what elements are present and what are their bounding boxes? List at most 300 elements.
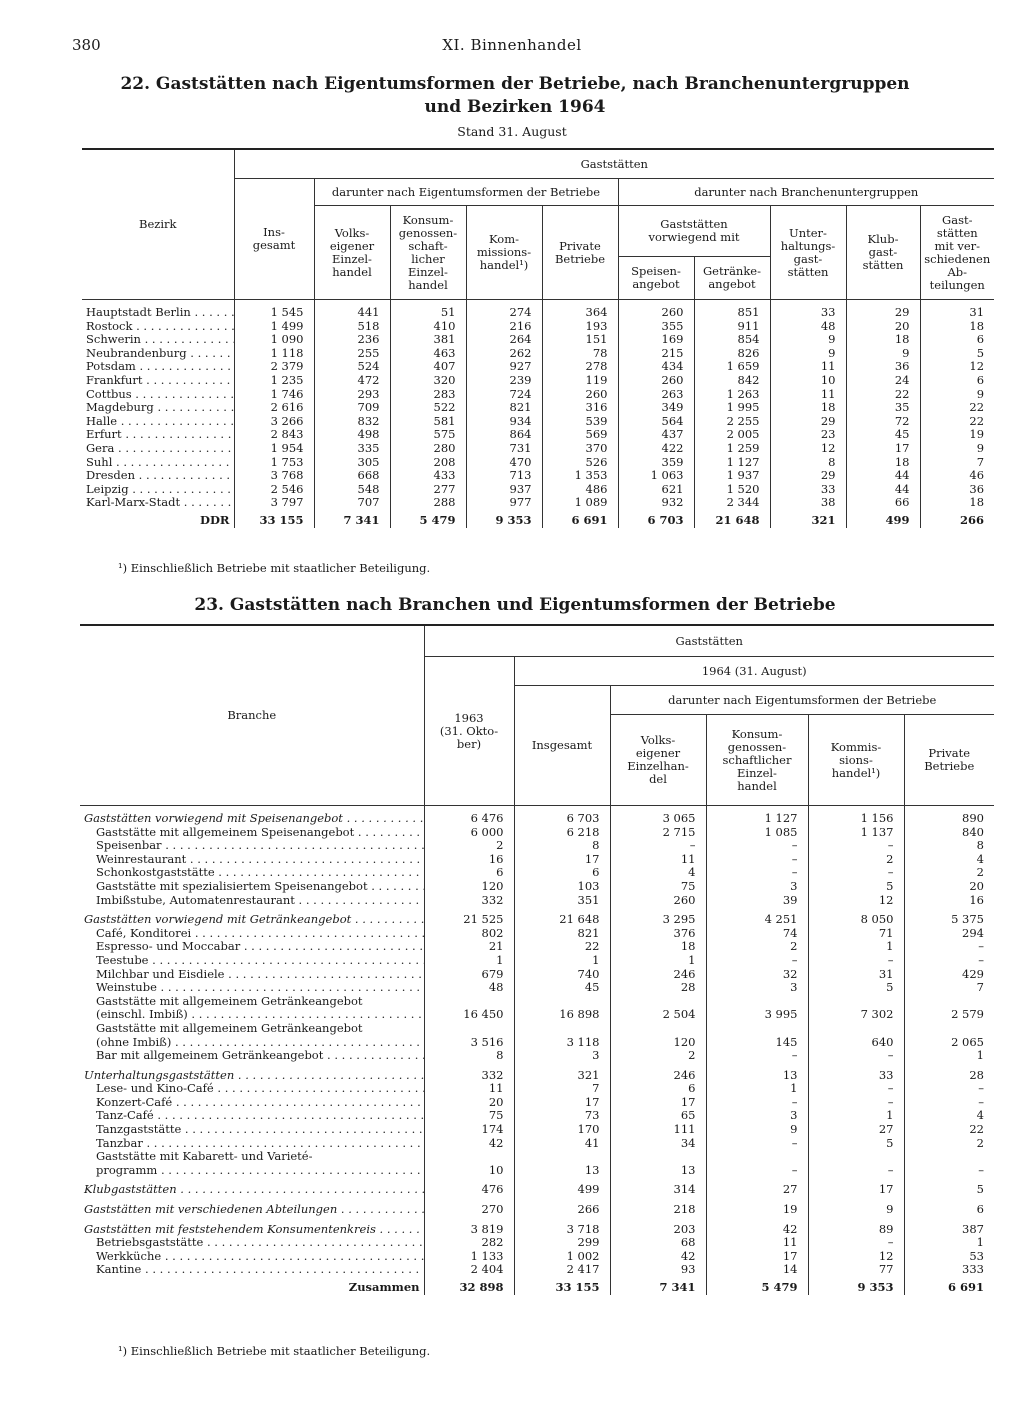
table-cell: 266 <box>920 510 994 528</box>
col-branche: Branche <box>80 625 424 806</box>
table-row <box>80 1096 994 1110</box>
table-cell: 8 <box>770 456 846 470</box>
table-cell: – <box>808 1236 904 1250</box>
table-cell: 21 648 <box>514 907 610 927</box>
table-cell: 12 <box>770 442 846 456</box>
table-cell: 621 <box>618 483 694 497</box>
table-cell: 66 <box>846 496 920 510</box>
table-cell: 6 <box>610 1082 706 1096</box>
table-cell: 1 937 <box>694 469 770 483</box>
table-cell: 1 118 <box>234 347 314 361</box>
table-cell: 18 <box>770 401 846 415</box>
table-cell: 260 <box>542 388 618 402</box>
table-cell: 472 <box>314 374 390 388</box>
table-cell: 470 <box>466 456 542 470</box>
table-cell: 9 353 <box>808 1277 904 1295</box>
col-verschiedene-abteilungen: Gast- stätten mit ver- schiedenen Ab- teilungen <box>920 206 994 300</box>
table-cell: 4 <box>610 866 706 880</box>
table-cell-empty <box>610 1022 706 1036</box>
table-cell: 434 <box>618 360 694 374</box>
table-cell: 18 <box>920 496 994 510</box>
table-row <box>80 1049 994 1063</box>
table-cell: 370 <box>542 442 618 456</box>
branche-name-cont: (ohne Imbiß) . . . <box>80 1036 424 1050</box>
bezirk-name: Dresden . . . <box>82 469 234 483</box>
table-row <box>80 981 994 995</box>
table-cell: 9 <box>920 442 994 456</box>
table-cell: 7 <box>920 456 994 470</box>
table-cell: 35 <box>846 401 920 415</box>
table-cell: 93 <box>610 1263 706 1277</box>
table-cell: 246 <box>610 968 706 982</box>
table-cell: 359 <box>618 456 694 470</box>
table-cell-empty <box>904 995 994 1009</box>
table-cell: 33 155 <box>514 1277 610 1295</box>
table-row <box>80 894 994 908</box>
table-cell-empty <box>904 1150 994 1164</box>
col-volkseigener-23: Volks- eigener Einzelhan- del <box>610 715 706 806</box>
table-cell: 6 691 <box>542 510 618 528</box>
table-cell: 1 127 <box>694 456 770 470</box>
table-cell: 19 <box>706 1197 808 1217</box>
table-cell: 77 <box>808 1263 904 1277</box>
table-cell-empty <box>424 1150 514 1164</box>
table-cell: 75 <box>610 880 706 894</box>
table-cell: 16 898 <box>514 1008 610 1022</box>
table-cell: 8 <box>514 839 610 853</box>
table-cell: – <box>808 1049 904 1063</box>
table-row <box>80 907 994 927</box>
branche-name: Schonkostgaststätte . . . <box>80 866 424 880</box>
table-cell: 927 <box>466 360 542 374</box>
col-vorwiegend-mit: Gaststätten vorwiegend mit <box>618 206 770 257</box>
table-row <box>82 442 994 456</box>
branche-name: Bar mit allgemeinem Getränkeangebot . . . <box>80 1049 424 1063</box>
table-cell: – <box>706 1049 808 1063</box>
table-cell: 333 <box>904 1263 994 1277</box>
table-cell: 9 <box>846 347 920 361</box>
table-cell: 22 <box>846 388 920 402</box>
table-cell: 42 <box>706 1217 808 1237</box>
table-cell: 120 <box>424 880 514 894</box>
table-row-total <box>82 510 994 528</box>
table-row <box>80 839 994 853</box>
table-cell: 1 995 <box>694 401 770 415</box>
table-cell: 12 <box>808 894 904 908</box>
table-cell: 16 450 <box>424 1008 514 1022</box>
table-cell: 299 <box>514 1236 610 1250</box>
table-cell: 45 <box>514 981 610 995</box>
table-cell: 278 <box>542 360 618 374</box>
table-cell: 2 <box>424 839 514 853</box>
table-cell: 45 <box>846 428 920 442</box>
table-cell: 2 379 <box>234 360 314 374</box>
table-cell: 499 <box>514 1177 610 1197</box>
table-cell: 274 <box>466 300 542 320</box>
table-cell: 6 <box>514 866 610 880</box>
table-cell: 1 133 <box>424 1250 514 1264</box>
bezirk-name: Magdeburg . . . <box>82 401 234 415</box>
table-row <box>80 826 994 840</box>
table-cell: 18 <box>610 940 706 954</box>
table-row <box>80 866 994 880</box>
table-cell: 2 715 <box>610 826 706 840</box>
table-cell: 3 768 <box>234 469 314 483</box>
table-cell: 410 <box>390 320 466 334</box>
table-cell: 266 <box>514 1197 610 1217</box>
table-cell: 713 <box>466 469 542 483</box>
table-row <box>80 1063 994 1083</box>
table-cell: 74 <box>706 927 808 941</box>
table-cell: 17 <box>808 1177 904 1197</box>
table-cell: 335 <box>314 442 390 456</box>
table-cell: – <box>706 1164 808 1178</box>
table-cell: 7 341 <box>610 1277 706 1295</box>
table-cell: 5 <box>808 880 904 894</box>
table-cell: 3 995 <box>706 1008 808 1022</box>
table-cell: 376 <box>610 927 706 941</box>
table-cell: 174 <box>424 1123 514 1137</box>
table-cell: 39 <box>706 894 808 908</box>
table-cell: 119 <box>542 374 618 388</box>
table-cell: 1 <box>514 954 610 968</box>
table-cell: 2 <box>904 866 994 880</box>
table-cell: 332 <box>424 894 514 908</box>
col-bezirk: Bezirk <box>82 149 234 300</box>
table-row <box>82 415 994 429</box>
table-cell: 89 <box>808 1217 904 1237</box>
table-cell: 2 616 <box>234 401 314 415</box>
table-cell: 22 <box>920 415 994 429</box>
table-cell-empty <box>808 995 904 1009</box>
table-cell: 932 <box>618 496 694 510</box>
table-cell: 22 <box>904 1123 994 1137</box>
table-cell: 203 <box>610 1217 706 1237</box>
table-cell: 349 <box>618 401 694 415</box>
table-cell: 441 <box>314 300 390 320</box>
col-speisenangebot: Speisen- angebot <box>618 257 694 300</box>
table-cell: 1 499 <box>234 320 314 334</box>
table-cell: 1 <box>424 954 514 968</box>
table-cell: 1 659 <box>694 360 770 374</box>
table-row <box>80 927 994 941</box>
table-cell: – <box>808 839 904 853</box>
table-row <box>80 940 994 954</box>
table-cell: – <box>706 954 808 968</box>
table-row <box>80 1036 994 1050</box>
table-row <box>82 333 994 347</box>
table-cell: – <box>706 866 808 880</box>
table-row <box>80 1197 994 1217</box>
table-cell: – <box>808 1164 904 1178</box>
table-cell: 1 089 <box>542 496 618 510</box>
table-row <box>80 954 994 968</box>
table-cell: 24 <box>846 374 920 388</box>
table-cell: 2 843 <box>234 428 314 442</box>
table-cell: 145 <box>706 1036 808 1050</box>
table-cell: 1 <box>904 1049 994 1063</box>
branche-name: Tanzgaststätte . . . <box>80 1123 424 1137</box>
table-cell: 262 <box>466 347 542 361</box>
table-cell: 208 <box>390 456 466 470</box>
table-row <box>80 1150 994 1164</box>
table-row <box>80 1236 994 1250</box>
table-cell: 13 <box>610 1164 706 1178</box>
table-row <box>80 1022 994 1036</box>
table-cell: 5 <box>904 1177 994 1197</box>
table-cell: 518 <box>314 320 390 334</box>
table-cell: 22 <box>514 940 610 954</box>
table-cell: 2 <box>610 1049 706 1063</box>
table-cell: 28 <box>610 981 706 995</box>
table-cell: 1 063 <box>618 469 694 483</box>
table-cell-empty <box>610 995 706 1009</box>
table-cell: 6 703 <box>618 510 694 528</box>
branche-name: Lese- und Kino-Café . . . <box>80 1082 424 1096</box>
table-row <box>82 320 994 334</box>
table-cell: 3 266 <box>234 415 314 429</box>
bezirk-name: Halle . . . <box>82 415 234 429</box>
table-cell: 12 <box>920 360 994 374</box>
table-cell: 802 <box>424 927 514 941</box>
table-cell: 33 <box>770 300 846 320</box>
table-cell: 65 <box>610 1109 706 1123</box>
table-cell: 17 <box>706 1250 808 1264</box>
col-konsum: Konsum- genossen- schaft- licher Einzel- handel <box>390 206 466 300</box>
table-cell: 832 <box>314 415 390 429</box>
table-cell: 364 <box>542 300 618 320</box>
table-cell-empty <box>610 1150 706 1164</box>
table-cell: 548 <box>314 483 390 497</box>
table-cell: 320 <box>390 374 466 388</box>
table-cell: 498 <box>314 428 390 442</box>
table-cell: 851 <box>694 300 770 320</box>
table-cell: 9 <box>920 388 994 402</box>
table-cell: 215 <box>618 347 694 361</box>
table-cell: 31 <box>920 300 994 320</box>
branche-name: Gaststätte mit allgemeinem Getränkeangebot <box>96 994 363 1008</box>
branche-group: Gaststätten vorwiegend mit Speisenangebot . . . <box>80 806 424 826</box>
col-konsum-23: Konsum- genossen- schaftlicher Einzel- handel <box>706 715 808 806</box>
table-cell: 1 <box>610 954 706 968</box>
branche-group: Gaststätten mit verschiedenen Abteilungen . . . <box>80 1197 424 1217</box>
table-cell: 305 <box>314 456 390 470</box>
table-cell: 321 <box>770 510 846 528</box>
table-cell: 524 <box>314 360 390 374</box>
table-cell: 5 479 <box>390 510 466 528</box>
table-cell: 6 691 <box>904 1277 994 1295</box>
table-cell: 19 <box>920 428 994 442</box>
bezirk-name: Gera . . . <box>82 442 234 456</box>
table-cell: 6 <box>920 333 994 347</box>
table-cell: 18 <box>846 333 920 347</box>
table-row <box>82 388 994 402</box>
table-cell: 277 <box>390 483 466 497</box>
table-row <box>80 1217 994 1237</box>
bezirk-name: Frankfurt . . . <box>82 374 234 388</box>
table-cell: 640 <box>808 1036 904 1050</box>
table-row <box>80 1123 994 1137</box>
table-cell: 111 <box>610 1123 706 1137</box>
table-row <box>80 1109 994 1123</box>
group-eigentumsformen-23: darunter nach Eigentumsformen der Betriebe <box>610 686 994 715</box>
table-cell: 21 648 <box>694 510 770 528</box>
table-cell: 9 <box>770 347 846 361</box>
bezirk-name: Hauptstadt Berlin . . . <box>82 300 234 320</box>
table-cell: 911 <box>694 320 770 334</box>
branche-name: Konzert-Café . . . <box>80 1096 424 1110</box>
table-row <box>80 1177 994 1197</box>
table-row <box>80 1263 994 1277</box>
col-insgesamt: Ins- gesamt <box>234 179 314 300</box>
table-cell: 6 <box>904 1197 994 1217</box>
col-kommission: Kom- missions- handel¹) <box>466 206 542 300</box>
table-cell: 1 <box>706 1082 808 1096</box>
table-cell-empty <box>514 995 610 1009</box>
table-cell: 3 295 <box>610 907 706 927</box>
table-cell: 422 <box>618 442 694 456</box>
table-cell: 934 <box>466 415 542 429</box>
table-cell: 1 <box>904 1236 994 1250</box>
table-cell: 14 <box>706 1263 808 1277</box>
table-cell: 41 <box>514 1137 610 1151</box>
table-cell: 433 <box>390 469 466 483</box>
table22 <box>82 148 994 528</box>
table-cell: 3 819 <box>424 1217 514 1237</box>
table-cell: 3 <box>706 981 808 995</box>
table-cell: 6 703 <box>514 806 610 826</box>
table-cell: 11 <box>770 360 846 374</box>
table-cell: 42 <box>424 1137 514 1151</box>
table-cell: 23 <box>770 428 846 442</box>
table-cell: – <box>808 1096 904 1110</box>
table-cell: 29 <box>846 300 920 320</box>
branche-group: Unterhaltungsgaststätten . . . <box>80 1063 424 1083</box>
table-cell: 3 <box>706 880 808 894</box>
table-cell: 569 <box>542 428 618 442</box>
table-cell: 11 <box>424 1082 514 1096</box>
table-cell: 575 <box>390 428 466 442</box>
table-cell: 78 <box>542 347 618 361</box>
table-cell: 33 <box>770 483 846 497</box>
table-cell: 293 <box>314 388 390 402</box>
table-cell: 32 898 <box>424 1277 514 1295</box>
table-cell: 3 718 <box>514 1217 610 1237</box>
table-cell-empty <box>424 995 514 1009</box>
table-cell-empty <box>706 995 808 1009</box>
table-cell: 7 302 <box>808 1008 904 1022</box>
table22-footnote: ¹) Einschließlich Betriebe mit staatlicher Beteiligung. <box>118 561 431 575</box>
table-cell: 21 525 <box>424 907 514 927</box>
table-cell-empty <box>424 1022 514 1036</box>
table-cell: 170 <box>514 1123 610 1137</box>
table-cell: 679 <box>424 968 514 982</box>
total-label: DDR <box>199 512 230 527</box>
table-row <box>80 1082 994 1096</box>
table-cell-empty <box>514 1150 610 1164</box>
table-cell: 75 <box>424 1109 514 1123</box>
table-cell: 28 <box>904 1063 994 1083</box>
table-cell: 4 <box>904 853 994 867</box>
table-cell: 1 753 <box>234 456 314 470</box>
bezirk-name: Leipzig . . . <box>82 483 234 497</box>
table-cell: 499 <box>846 510 920 528</box>
table-row <box>82 469 994 483</box>
table-cell: 18 <box>920 320 994 334</box>
table-cell: 255 <box>314 347 390 361</box>
table-cell: 31 <box>808 968 904 982</box>
table-cell: 332 <box>424 1063 514 1083</box>
table-cell: 8 <box>424 1049 514 1063</box>
table-cell: 263 <box>618 388 694 402</box>
table-cell: 10 <box>424 1164 514 1178</box>
page-number: 380 <box>72 36 101 54</box>
table-cell: – <box>904 1164 994 1178</box>
table-cell-empty <box>706 1150 808 1164</box>
table-cell: 6 <box>920 374 994 388</box>
table22-title-line2: und Bezirken 1964 <box>424 97 606 117</box>
table-row <box>80 995 994 1009</box>
table-cell: 5 <box>808 1137 904 1151</box>
table-cell: 103 <box>514 880 610 894</box>
bezirk-name: Karl-Marx-Stadt . . . <box>82 496 234 510</box>
table-cell: 44 <box>846 469 920 483</box>
table-cell: 36 <box>920 483 994 497</box>
bezirk-name: Rostock . . . <box>82 320 234 334</box>
table-cell: 2 546 <box>234 483 314 497</box>
table-cell: 20 <box>904 880 994 894</box>
table-cell: 9 <box>770 333 846 347</box>
table-cell: – <box>706 839 808 853</box>
table-cell: 9 <box>808 1197 904 1217</box>
branche-name: Café, Konditorei . . . <box>80 927 424 941</box>
table-cell: 2 417 <box>514 1263 610 1277</box>
branche-name: Betriebsgaststätte . . . <box>80 1236 424 1250</box>
table-cell: 218 <box>610 1197 706 1217</box>
col-kommission-23: Kommis- sions- handel¹) <box>808 715 904 806</box>
bezirk-name: Suhl . . . <box>82 456 234 470</box>
table-row-total <box>80 1277 994 1295</box>
table-row <box>80 1137 994 1151</box>
table-cell: 13 <box>706 1063 808 1083</box>
table-cell: 463 <box>390 347 466 361</box>
table23-footnote: ¹) Einschließlich Betriebe mit staatlicher Beteiligung. <box>118 1344 431 1358</box>
table-cell: 1 746 <box>234 388 314 402</box>
table-cell: 42 <box>610 1250 706 1264</box>
bezirk-name: Cottbus . . . <box>82 388 234 402</box>
table-cell: 246 <box>610 1063 706 1083</box>
table-cell: – <box>706 1137 808 1151</box>
table-cell: 3 797 <box>234 496 314 510</box>
table-cell: 3 <box>514 1049 610 1063</box>
table-cell-empty <box>808 1150 904 1164</box>
table-cell: 5 479 <box>706 1277 808 1295</box>
branche-group: Gaststätten vorwiegend mit Getränkeangebot . . . <box>80 907 424 927</box>
table-cell: 429 <box>904 968 994 982</box>
table-cell: 34 <box>610 1137 706 1151</box>
col-1963: 1963 (31. Okto- ber) <box>424 657 514 806</box>
table-cell: 260 <box>618 374 694 388</box>
branche-name: Kantine . . . <box>80 1263 424 1277</box>
table-cell: 1 137 <box>808 826 904 840</box>
table-cell: 46 <box>920 469 994 483</box>
table-cell: 854 <box>694 333 770 347</box>
table-cell-empty <box>808 1022 904 1036</box>
table-cell: 826 <box>694 347 770 361</box>
table23-title: 23. Gaststätten nach Branchen und Eigentumsformen der Betriebe <box>194 595 836 615</box>
bezirk-name: Potsdam . . . <box>82 360 234 374</box>
table-row <box>82 360 994 374</box>
